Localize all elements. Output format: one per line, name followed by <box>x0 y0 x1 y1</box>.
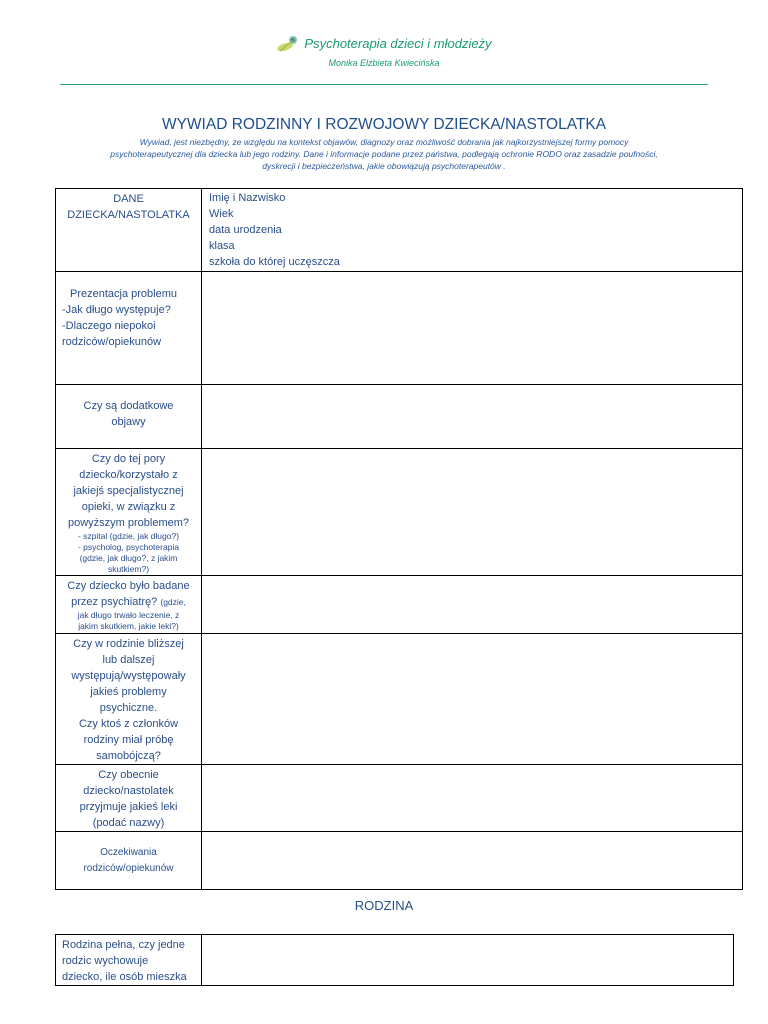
label-line: Rodzina pełna, czy jedne <box>62 939 185 951</box>
row-label <box>56 832 202 890</box>
answer-cell[interactable] <box>202 272 743 385</box>
answer-cell[interactable] <box>202 832 743 890</box>
field-birth-date: data urodzenia <box>209 224 282 236</box>
field-class: klasa <box>209 240 235 252</box>
label-text: przez psychiatrę? <box>71 596 158 608</box>
table-row-psychiatra <box>56 576 743 634</box>
table-row-dane <box>56 189 743 272</box>
document-header <box>0 32 768 68</box>
row-label <box>56 935 202 986</box>
label-line: rodziców/opiekunów <box>62 336 162 348</box>
label-line: dziecko, ile osób mieszka <box>62 971 187 983</box>
intro-line: dyskrecji i bezpieczeństwa, jakie obowiązują psychoterapeutów . <box>262 161 506 171</box>
personal-data-cell[interactable] <box>202 189 743 272</box>
label-line: jakieś problemy <box>90 686 167 698</box>
table-row-problem <box>56 272 743 385</box>
table-row-opieka <box>56 449 743 576</box>
label-line: opieki, w związku z <box>81 501 176 513</box>
label-note: (gdzie, <box>160 597 186 607</box>
label-line: Czy są dodatkowe <box>83 400 174 412</box>
row-label <box>56 576 202 634</box>
table-row-oczekiwania <box>56 832 743 890</box>
answer-cell[interactable] <box>202 385 743 449</box>
author-name: Monika Elżbieta Kwiecińska <box>328 58 440 68</box>
family-table <box>55 934 734 986</box>
label-line: Czy ktoś z członków <box>78 718 179 730</box>
field-age: Wiek <box>209 208 234 220</box>
label-note: jakim skutkiem, jakie leki?) <box>78 621 179 631</box>
table-row-rodzina <box>56 935 734 986</box>
label-note: - szpital (gdzie, jak długo?) <box>77 531 180 541</box>
label-line: Czy dziecko było badane <box>67 580 190 592</box>
answer-cell[interactable] <box>202 765 743 832</box>
label-line: dziecko/nastolatek <box>83 785 174 797</box>
field-school: szkoła do której uczęszcza <box>209 256 340 268</box>
field-name: Imię i Nazwisko <box>209 192 286 204</box>
table-row-rodzina-problemy <box>56 634 743 765</box>
label-line: przyjmuje jakieś leki <box>79 801 178 813</box>
row-label <box>56 449 202 576</box>
label-note: jak długo trwało leczenie, z <box>77 610 180 620</box>
answer-cell[interactable] <box>202 449 743 576</box>
row-label <box>56 385 202 449</box>
brand-name: Psychoterapia dzieci i młodzieży <box>304 35 492 51</box>
label-note: (gdzie, jak długo?, z jakim <box>79 553 178 563</box>
intro-line: Wywiad, jest niezbędny, ze względu na kontekst objawów, diagnozy oraz możliwość dobrania jak najkorzystniejszej formy pomocy <box>139 137 629 147</box>
label-line: Czy w rodzinie bliższej <box>73 638 184 650</box>
interview-table <box>55 188 743 890</box>
label-line: DANE <box>113 193 144 205</box>
label-line: (podać nazwy) <box>92 817 165 829</box>
label-line: rodziny miał próbę <box>83 734 174 746</box>
label-line: -Jak długo występuje? <box>62 304 171 316</box>
answer-cell[interactable] <box>202 634 743 765</box>
label-line: jakiejś specjalistycznej <box>73 485 184 497</box>
label-note: - psycholog, psychoterapia <box>77 542 180 552</box>
label-line: powyższym problemem? <box>67 517 190 529</box>
label-line: psychiczne. <box>99 702 158 714</box>
label-line: Czy do tej pory <box>91 453 166 465</box>
label-line: występują/występowały <box>71 670 186 682</box>
row-label <box>56 634 202 765</box>
label-line: lub dalszej <box>102 654 155 666</box>
row-label <box>56 765 202 832</box>
label-line: Oczekiwania <box>100 847 157 858</box>
intro-line: psychoterapeutycznej dla dziecka lub jego rodziny. Dane i informacje podane przez państwa, podlegają ochronie RODO oraz zasadzie poufności, <box>110 149 658 159</box>
label-line: Prezentacja problemu <box>70 288 178 300</box>
answer-cell[interactable] <box>202 935 734 986</box>
row-label <box>56 189 202 272</box>
leaf-logo-icon <box>276 32 302 54</box>
answer-cell[interactable] <box>202 576 743 634</box>
row-label <box>56 272 202 385</box>
section-title-rodzina: RODZINA <box>354 898 414 913</box>
document-title: WYWIAD RODZINNY I ROZWOJOWY DZIECKA/NASTOLATKA <box>161 116 607 133</box>
label-line: rodzic wychowuje <box>62 955 149 967</box>
label-line: DZIECKA/NASTOLATKA <box>67 209 190 221</box>
label-line: rodziców/opiekunów <box>83 863 174 874</box>
label-line: -Dlaczego niepokoi <box>62 320 156 332</box>
label-line: dziecko/korzystało z <box>79 469 178 481</box>
brand-row <box>0 32 768 54</box>
table-row-leki <box>56 765 743 832</box>
label-note: skutkiem?) <box>107 564 150 574</box>
label-line: samobójczą? <box>96 750 161 762</box>
intro-paragraph <box>60 136 708 172</box>
label-line-mixed <box>60 594 197 610</box>
table-row-objawy <box>56 385 743 449</box>
label-line: Czy obecnie <box>98 769 159 781</box>
label-line: objawy <box>111 416 146 428</box>
header-divider <box>60 84 708 85</box>
